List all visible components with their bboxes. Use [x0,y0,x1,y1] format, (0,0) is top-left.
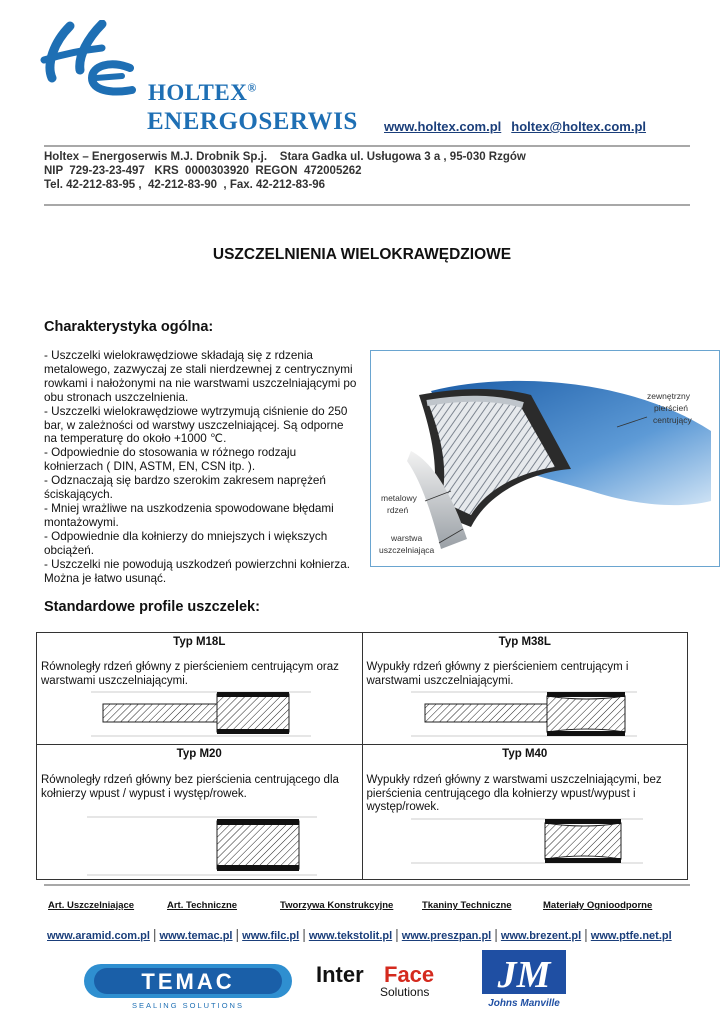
desc-line: montażowymi. [44,515,119,529]
footer-link[interactable]: www.aramid.com.pl [47,930,150,942]
profile-desc-line: występ/rowek. [366,801,440,813]
company-registration: NIP 729-23-23-497 KRS 0000303920 REGON 472005262 [44,165,362,177]
interface-logo-text-a: Inter [316,962,364,987]
profile-title: Typ M40 [502,748,548,760]
profile-title: Typ M38L [498,636,551,648]
profile-desc-line: Wypukły rdzeń główny z pierścieniem centrującym i [366,661,629,673]
profile-desc-line: Wypukły rdzeń główny z warstwami uszczelniającymi, bez [366,774,662,786]
footer-link[interactable]: www.temac.pl [159,930,233,942]
profile-cell-m38l [362,633,688,745]
footer-divider [44,884,690,886]
profile-description [367,661,684,688]
footer-links [47,926,672,942]
profile-m40-drawing [367,815,683,867]
company-divider [44,204,690,206]
profile-desc-line: kołnierzy wpust / wypust i występ/rowek. [41,787,247,800]
footer-category-link[interactable]: Art. Techniczne [167,900,238,911]
profile-description [367,774,684,815]
company-phone: Tel. 42-212-83-95 , 42-212-83-90 , Fax. 42-212-83-96 [44,179,326,191]
label-outer-ring: zewnętrzny [647,391,690,401]
footer-link[interactable]: www.preszpan.pl [401,930,492,942]
profile-title: Typ M20 [176,748,222,760]
desc-line: obu stronach uszczelnienia. [44,390,189,404]
desc-line: - Odznaczają się bardzo szerokim zakresem naprężeń [44,474,326,488]
label-seal-layer: warstwa [391,533,423,543]
header-divider [44,145,690,147]
label-seal-layer: uszczelniająca [379,545,435,555]
profile-desc-line: warstwami uszczelniającymi. [41,674,188,687]
desc-line: metalowego, zazwyczaj ze stali nierdzewnej z centrycznymi [44,362,353,376]
footer-link-separator: | [395,926,399,942]
label-metal-core: rdzeń [387,505,409,515]
desc-line: Można je łatwo usunąć. [44,571,167,585]
footer-link[interactable]: www.brezent.pl [500,930,582,942]
desc-line: - Uszczelki wielokrawędziowe składają się z rdzenia [44,349,313,362]
page-title: USZCZELNIENIA WIELOKRAWĘDZIOWE [212,246,512,263]
desc-line: - Uszczelki wielokrawędziowe wytrzymują ciśnienie do 250 [44,404,348,418]
desc-line: kołnierzach ( DIN, ASTM, EN, CSN itp. ). [44,460,256,474]
desc-line: - Uszczelki nie powodują uszkodzeń powierzchni kołnierza. [44,557,350,571]
desc-line: rowkami i nałożonymi na nie warstwami uszczelniającymi po [44,376,357,390]
interface-logo [314,960,454,1000]
desc-line: - Mniej wrażliwe na uszkodzenia spowodowane błędami [44,501,334,515]
interface-logo-text-b: Face [384,962,435,987]
brand-name-line1: HOLTEX® [148,80,257,105]
profile-cell-m20 [37,745,363,880]
profile-description [41,661,358,688]
general-description [44,349,362,585]
desc-line: bar, w zależności od warstwy uszczelniającej. Są odporne [44,418,344,432]
johns-manville-logo [480,950,568,1010]
profile-cell-m40 [362,745,688,880]
desc-line: na temperaturę do około +1000 ℃. [44,432,227,446]
gasket-cross-section-image [370,350,720,567]
desc-line: ściskających. [44,488,113,502]
footer-category-link[interactable]: Tworzywa Konstrukcyjne [280,900,394,911]
header-links [384,119,646,134]
profile-title: Typ M18L [173,636,226,648]
interface-logo-subtext: Solutions [380,985,430,999]
profile-m18l-drawing [41,688,357,740]
company-address: Holtex – Energoserwis M.J. Drobnik Sp.j. Stara Gadka ul. Usługowa 3 a , 95-030 Rzgów [44,151,526,163]
company-info [44,150,526,192]
brand-name-line2: ENERGOSERWIS [147,108,358,135]
footer-link-separator: | [152,926,157,942]
footer-link[interactable]: www.tekstolit.pl [308,930,393,942]
footer-link[interactable]: www.ptfe.net.pl [590,930,672,942]
website-link[interactable]: www.holtex.com.pl [384,119,502,134]
profile-m38l-drawing [367,688,683,740]
desc-line: - Odpowiednie dla kołnierzy do mniejszych i większych [44,529,328,543]
temac-logo-subtext: SEALING SOLUTIONS [132,1001,244,1010]
temac-logo-text: TEMAC [141,969,235,994]
email-link[interactable]: holtex@holtex.com.pl [511,119,647,134]
label-outer-ring: centrujący [653,415,692,425]
temac-logo [84,964,292,1010]
profile-desc-line: Równoległy rdzeń główny z pierścieniem centrującym oraz [41,661,339,673]
profile-desc-line: Równoległy rdzeń główny bez pierścienia centrującego dla [41,774,339,786]
label-outer-ring: pierścień [654,403,689,413]
profiles-table [36,632,688,880]
footer-link-separator: | [302,926,306,942]
desc-line: obciążeń. [44,543,95,557]
profile-m20-drawing [41,815,357,879]
footer-link[interactable]: www.filc.pl [242,930,300,942]
footer-link-separator: | [494,926,498,942]
profile-description [41,774,358,801]
footer-category-link[interactable]: Tkaniny Techniczne [422,900,512,911]
section-heading-profiles: Standardowe profile uszczelek: [44,599,260,615]
profile-desc-line: warstwami uszczelniającymi. [366,674,514,687]
section-heading-general: Charakterystyka ogólna: [44,319,214,335]
footer-category-link[interactable]: Materiały Ognioodporne [543,900,653,911]
jm-logo-subtext: Johns Manville [488,998,560,1009]
footer-category-link[interactable]: Art. Uszczelniające [48,900,135,911]
jm-logo-text: JM [497,954,551,996]
footer-link-separator: | [584,926,588,942]
footer-link-separator: | [235,926,240,942]
desc-line: - Odpowiednie do stosowania w różnego rodzaju [44,446,297,460]
label-metal-core: metalowy [381,493,417,503]
profile-desc-line: pierścienia centrującego dla kołnierzy wpust/wypust i [366,787,636,800]
holtex-logo-mark [40,20,140,102]
gasket-illustration [371,351,720,567]
profile-cell-m18l [37,633,363,745]
